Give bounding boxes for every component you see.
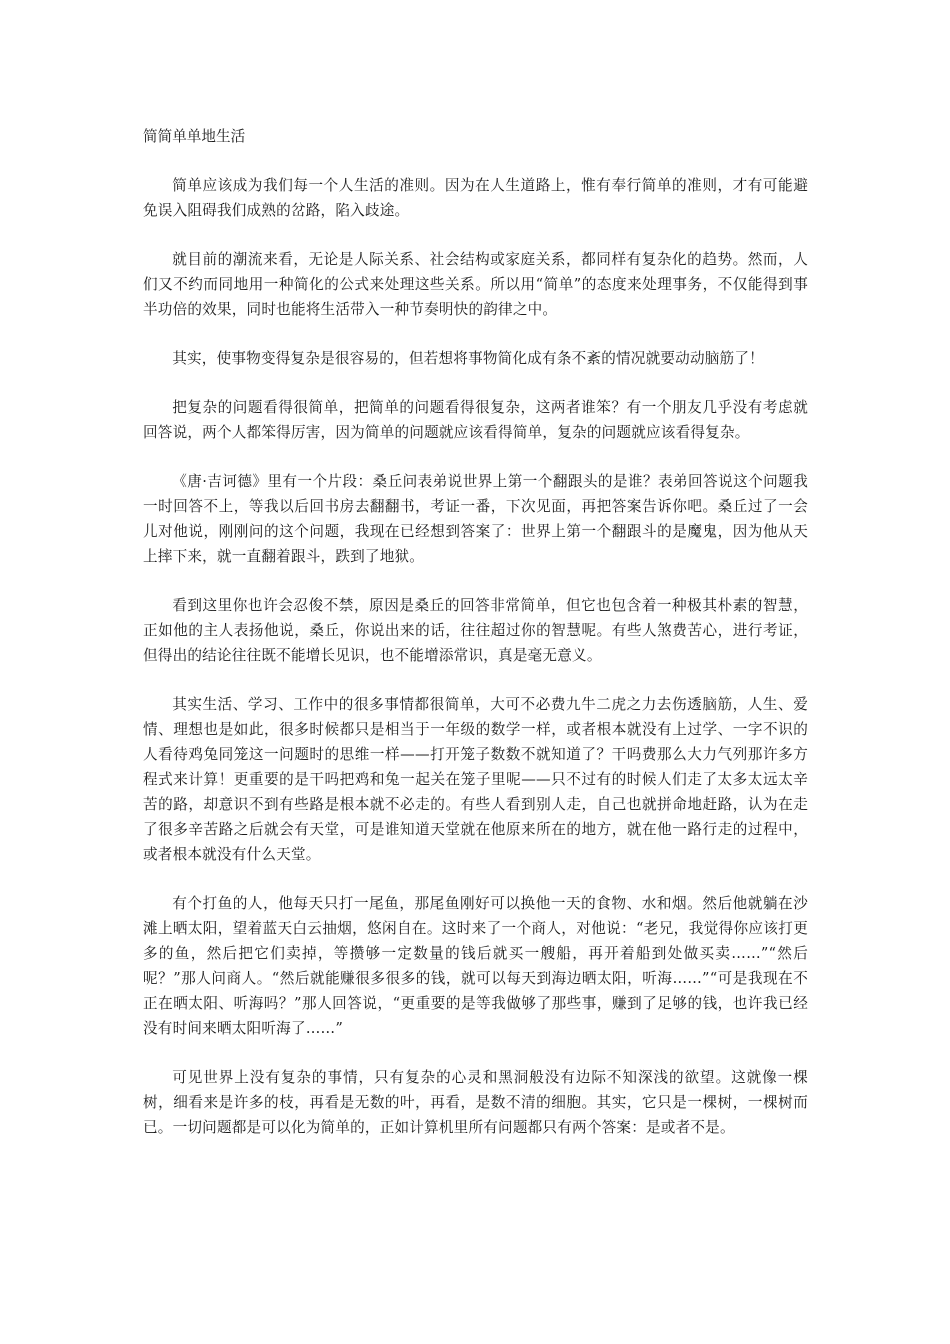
paragraph: 看到这里你也许会忍俊不禁，原因是桑丘的回答非常简单，但它也包含着一种极其朴素的智慧，正如他的主人表扬他说，桑丘，你说出来的话，往往超过你的智慧呢。有些人煞费苦心，进行考证，但得出的结论往往既不能增长见识，也不能增添常识，真是毫无意义。 bbox=[143, 597, 808, 664]
paragraph: 其实生活、学习、工作中的很多事情都很简单，大可不必费九牛二虎之力去伤透脑筋，人生、爱情、理想也是如此，很多时候都只是相当于一年级的数学一样，或者根本就没有上过学、一字不识的人看待鸡兔同笼这一问题时的思维一样——打开笼子数数不就知道了？干吗费那么大力气列那许多方程式来计算！更重要的是干吗把鸡和兔一起关在笼子里呢——只不过有的时候人们走了太多太远太辛苦的路，却意识不到有些路是根本就不必走的。有些人看到别人走，自己也就拼命地赶路，认为在走了很多辛苦路之后就会有天堂，可是谁知道天堂就在他原来所在的地方，就在他一路行走的过程中，或者根本就没有什么天堂。 bbox=[143, 696, 808, 863]
document-body bbox=[143, 124, 808, 1140]
paragraph: 可见世界上没有复杂的事情，只有复杂的心灵和黑洞般没有边际不知深浅的欲望。这就像一棵树，细看来是许多的枝，再看是无数的叶，再看，是数不清的细胞。其实，它只是一棵树，一棵树而已。一切问题都是可以化为简单的，正如计算机里所有问题都只有两个答案：是或者不是。 bbox=[143, 1069, 808, 1136]
paragraph: 其实，使事物变得复杂是很容易的，但若想将事物简化成有条不紊的情况就要动动脑筋了！ bbox=[172, 350, 764, 367]
paragraph: 把复杂的问题看得很简单，把简单的问题看得很复杂，这两者谁笨？有一个朋友几乎没有考虑就回答说，两个人都笨得厉害，因为简单的问题就应该看得简单，复杂的问题就应该看得复杂。 bbox=[143, 399, 808, 441]
paragraph: 简单应该成为我们每一个人生活的准则。因为在人生道路上，惟有奉行简单的准则，才有可能避免误入阻碍我们成熟的岔路，陷入歧途。 bbox=[143, 177, 808, 219]
paragraph: 《唐·吉诃德》里有一个片段：桑丘问表弟说世界上第一个翻跟头的是谁？表弟回答说这个问题我一时回答不上，等我以后回书房去翻翻书，考证一番，下次见面，再把答案告诉你吧。桑丘过了一会儿对他说，刚刚问的这个问题，我现在已经想到答案了：世界上第一个翻跟斗的是魔鬼，因为他从天上摔下来，就一直翻着跟斗，跌到了地狱。 bbox=[143, 473, 808, 565]
paragraph: 有个打鱼的人，他每天只打一尾鱼，那尾鱼刚好可以换他一天的食物、水和烟。然后他就躺在沙滩上晒太阳，望着蓝天白云抽烟，悠闲自在。这时来了一个商人，对他说：“老兄，我觉得你应该打更多的鱼，然后把它们卖掉，等攒够一定数量的钱后就买一艘船，再开着船到处做买卖……”“然后呢？”那人问商人。“然后就能赚很多很多的钱，就可以每天到海边晒太阳，听海……”“可是我现在不正在晒太阳、听海吗？”那人回答说，“更重要的是等我做够了那些事，赚到了足够的钱，也许我已经没有时间来晒太阳听海了……” bbox=[143, 895, 808, 1037]
document-title: 简简单单地生活 bbox=[143, 128, 246, 145]
paragraph: 就目前的潮流来看，无论是人际关系、社会结构或家庭关系，都同样有复杂化的趋势。然而，人们又不约而同地用一种简化的公式来处理这些关系。所以用“简单”的态度来处理事务，不仅能得到事半功倍的效果，同时也能将生活带入一种节奏明快的韵律之中。 bbox=[143, 251, 808, 318]
